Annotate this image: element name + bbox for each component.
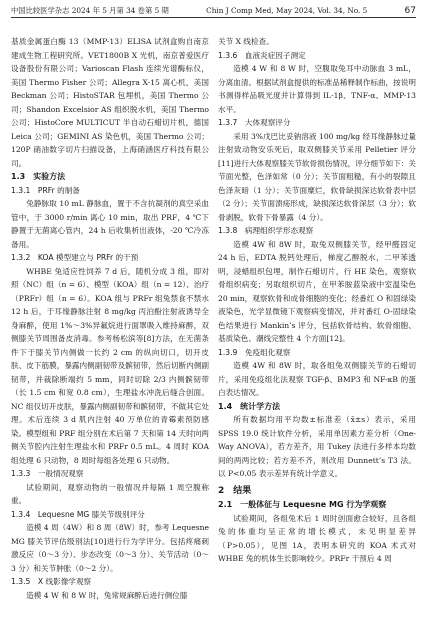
- journal-name-en: Chin J Comp Med, May 2024, Vol. 34, No. 5: [206, 6, 368, 15]
- paragraph: 所有数据均用平均数±标准差（x̄±s）表示，采用 SPSS 19.0 统计软件分析，采用单因素方差分析（One-Way ANOVA），若方差齐，用 Tukey 法进行多样本均数间的两两比较；若方差不齐，则改用 Dunnett’s T3 法。以 P<0.05 表示差异有统计学意义。: [218, 415, 416, 478]
- subsection-heading: 1.3.1 PRFr 的制备: [11, 185, 80, 195]
- subsection-heading: 1.3.8 病理组织学形态观察: [218, 226, 314, 235]
- page-number: 67: [404, 6, 416, 16]
- subsection-heading: 1.3.5 X 线影像学观察: [11, 577, 92, 586]
- subsection-heading: 1.3.3 一般情况观察: [11, 469, 84, 478]
- right-column: [218, 35, 416, 602]
- paragraph: 关节 X 线检查。: [218, 37, 274, 46]
- section-heading: 1.3 实验方法: [11, 172, 66, 181]
- paragraph: 试验期间，各组兔术后 1 周时创面愈合较好，且各组兔的体重均呈正常的增长模式，未见明显差异（P>0.05），见图 1A，表明本研究的 KOA 术式对 WHBE 兔的机体生长影响较少。PRFr 干预后 4 周: [218, 513, 416, 563]
- left-column: [11, 35, 209, 602]
- chapter-heading: 2 结果: [218, 485, 252, 496]
- subsection-heading: 1.3.7 大体观察评分: [218, 118, 291, 127]
- paragraph: 造模 4W 和 8W 时，取各组兔双侧膝关节的石蜡切片，采用免疫组化法观察 TGF-β、BMP3 和 NF-κB 的蛋白表达情况。: [218, 361, 416, 397]
- running-header: [11, 4, 416, 18]
- subsection-heading: 1.3.4 Lequesne MG 膝关节级别评分: [11, 509, 145, 519]
- paragraph: 试验期间，观察动物的一般情况并每隔 1 周空腹称重。: [11, 482, 209, 505]
- paragraph: 基质金属蛋白酶 13（MMP-13）ELISA 试剂盒购自南京建成生物工程研究所。VET1800B X 光机，南京普爱医疗设备股份有限公司；Varioscan Flash 连续光谱酶标仪，美国 Thermo Fisher 公司；Allegra X-15 离心机，美国 Beckman 公司；HistoSTAR 包埋机，美国 Thermo 公司；Shandon Excelsior AS 组织脱水机，美国 Thermo 公司；HistoCore MULTICUT 半自动石蜡切片机，德国 Leica 公司；GEMINI AS 染色机，美国 Thermo 公司；120P 硝油数字切片扫描设备，上海硝涵医疗科技有限公司。: [11, 37, 209, 168]
- paragraph: 采用 3%戊巴比妥钠溶液 100 mg/kg 经耳缘静脉过量注射致动物安乐死后，取双侧膝关节采用 Pelletier 评分[11]进行大体观察膝关节软骨损伤情况，评分细节如下：关节面光整，色泽如常（0 分）；关节面粗糙，有小的裂隙且色泽灰暗（1 分）；关节面糜烂，软骨缺损深达软骨表中层（2 分）；关节面溃疡形成，缺损深达软骨深层（3 分）；软骨剥脱，软骨下骨暴露（4 分）。: [218, 131, 416, 222]
- paragraph: WHBE 兔适应性饲养 7 d 后，随机分成 3 组，即对照（NC）组（n = 6）、模型（KOA）组（n = 12）、治疗（PRFr）组（n = 6）。KOA 组与 PRFr 组兔禁食不禁水 12 h 后，于耳缘静脉注射 8 mg/kg 丙泊酚注射液诱导全身麻醉，使用 1%～3%异氟烷进行面罩吸入维持麻醉，双侧膝关节周围备皮消毒。参考杨松滨等[8]方法，在无菌条件下于膝关节内侧做一长约 2 cm 的纵向切口，切开皮肤、皮下筋膜，暴露内侧副韧带及髌韧带，然后切断内侧副韧带，并裁除断端约 5 mm，同时切除 2/3 内侧髌韧带（长 1.5 cm 和宽 0.8 cm），生理盐水冲洗后缝合创面。NC 组仅切开皮肤，暴露内侧副韧带和髌韧带，不做其它处理。术后连续 3 d 肌内注射 40 万单位的青霉素预防感染。模型组和 PRF 组分别在术后第 7 天和第 14 天时向两侧关节腔内注射生理盐水和 PRFr 0.5 mL。4 周时 KOA 组处理 6 只动物，8 周时每组各处理 6 只动物。: [11, 266, 209, 465]
- paragraph: 造模 4 周（4W）和 8 周（8W）时，参考 Lequesne MG 膝关节评估级别法[10]进行行为学评分。包括疼痛刺激反应（0～3 分）、步态改变（0～3 分）、关节活动（0～3 分）和关节肿胀（0～2 分）。: [11, 523, 209, 573]
- paragraph: 造模 4W 和 8W 时，取兔双侧膝关节，经甲醛固定 24 h 后，EDTA 脱钙处理后，梯度乙醇脱水，二甲苯透明，浸蜡组织包埋，制作石蜡切片，行 HE 染色，观察软骨组织病变；另取组织切片，在甲苯胺蓝染液中室温染色 20 min，观察软骨和成骨细胞的变化；经番红 O 和固绿染液染色，光学显微镜下观察病变情况，并对番红 O-固绿染色结果进行 Mankin’s 评分，包括软骨结构、软骨细胞、基质染色、潮线完整性 4 个方面[12]。: [218, 239, 416, 343]
- subsection-heading: 1.3.2 KOA 模型建立与 PRFr 的干预: [11, 253, 139, 262]
- subsection-heading: 1.3.9 免疫组化观察: [218, 347, 291, 357]
- paragraph: 兔静脉取 10 mL 静脉血，置于不含抗凝剂的真空采血管中，于 3000 r/min 离心 10 min，取出 PRF，4 ℃下静置于无菌离心管内，24 h 后收集析出液体，-20 ℃冷冻备用。: [11, 199, 209, 249]
- paragraph: 造模 4 W 和 8 W 时，兔常规麻醉后进行侧位膝: [26, 590, 188, 600]
- journal-name-cn: 中国比较医学杂志 2024 年 5 月第 34 卷第 5 期: [11, 6, 169, 15]
- subsection-heading: 1.3.6 血液炎症因子测定: [218, 50, 306, 60]
- section-heading: 2.1 一般体征与 Lequesne MG 行为学观察: [218, 500, 387, 509]
- section-heading: 1.4 统计学方法: [218, 401, 281, 411]
- paragraph: 造模 4 W 和 8 W 时，空腹取兔耳中动脉血 3 mL，分离血清。根据试剂盒提供的标准品稀释制作标曲，按说明书测得样品吸光度并计算得到 IL-1β、TNF-α、MMP-13 水平。: [218, 64, 416, 114]
